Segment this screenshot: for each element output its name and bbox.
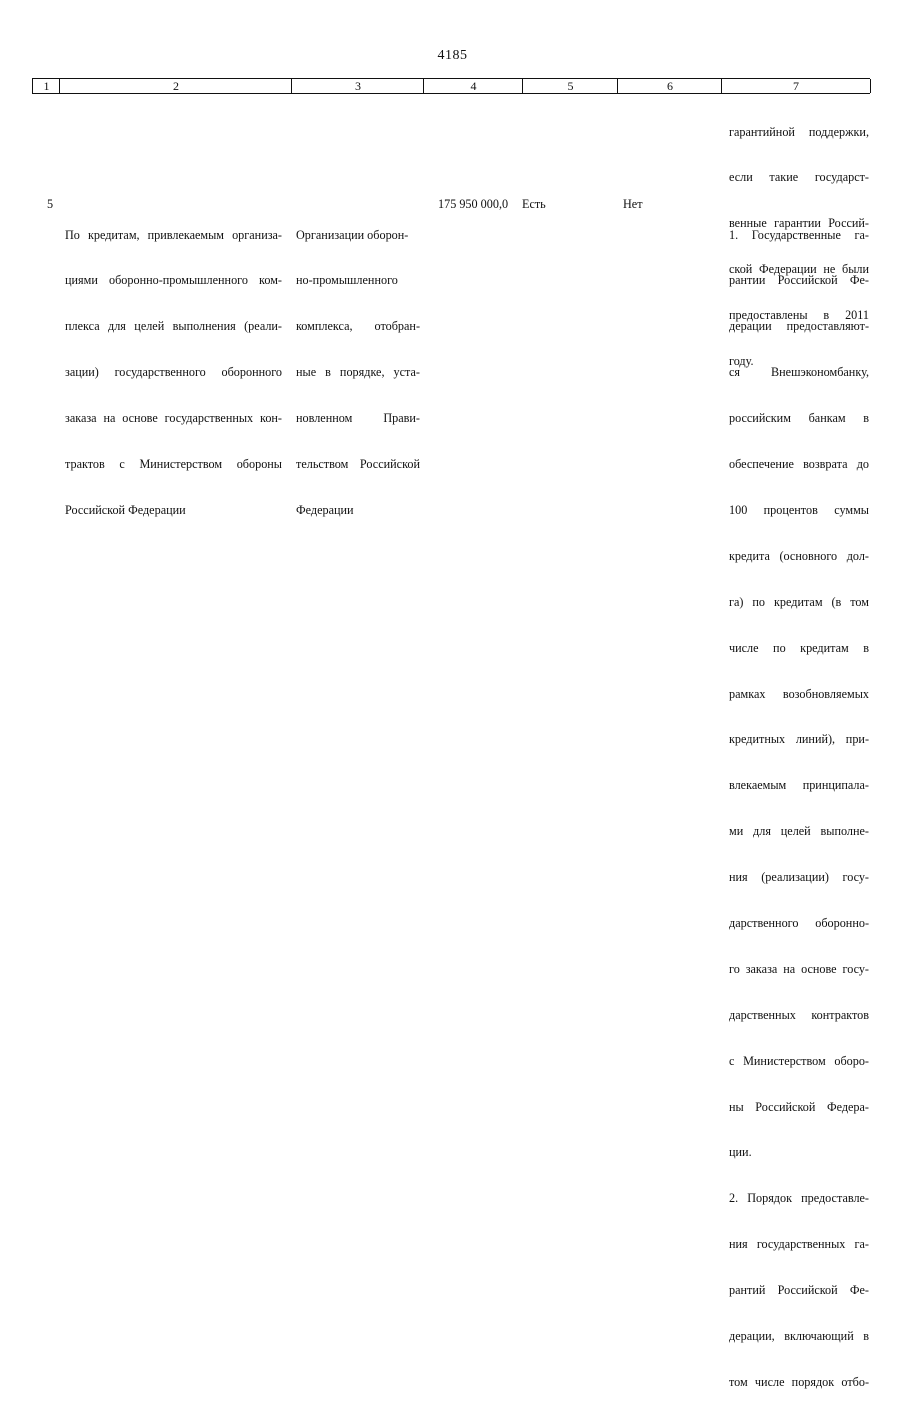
row5-col7-line: рамках возобновляемых xyxy=(729,686,869,701)
header-col-4: 4 xyxy=(423,79,523,93)
row5-col7-line: га) по кредитам (в том xyxy=(729,594,869,609)
row5-col3-line: тельством Российской xyxy=(296,457,420,472)
continuation-col7-line: венные гарантии Россий- xyxy=(729,216,869,231)
row5-col2-line: зации) государственного оборонного xyxy=(65,365,282,380)
row5-col7-line: ся Внешэкономбанку, xyxy=(729,365,869,380)
row5-col7-line: обеспечение возврата до xyxy=(729,457,869,472)
row5-col2-line: По кредитам, привлекаемым организа- xyxy=(65,227,282,242)
header-col-3: 3 xyxy=(291,79,424,93)
header-col-7: 7 xyxy=(721,79,871,93)
continuation-col7-line: если такие государст- xyxy=(729,170,869,185)
row5-col7-line: 100 процентов суммы xyxy=(729,502,869,517)
header-col-2: 2 xyxy=(59,79,292,93)
row5-col5-recourse: Есть xyxy=(522,197,546,211)
row5-col2-line: заказа на основе государственных кон- xyxy=(65,411,282,426)
row5-col3-line: новленном Прави- xyxy=(296,411,420,426)
row5-col3-line: ные в порядке, уста- xyxy=(296,365,420,380)
row5-col7-line: ции. xyxy=(729,1145,752,1160)
header-col-6: 6 xyxy=(617,79,722,93)
row5-col3-principals xyxy=(296,197,420,534)
table-header-row xyxy=(32,78,870,94)
row5-col2-line: циями оборонно-промышленного ком- xyxy=(65,273,282,288)
row5-col7-line: рантий Российской Фе- xyxy=(729,1283,869,1298)
row5-col7-line: дарственных контрактов xyxy=(729,1007,869,1022)
row5-col7-line: дерации, включающий в xyxy=(729,1328,869,1343)
continuation-col7-line: предоставлены в 2011 xyxy=(729,308,869,323)
page-number: 4185 xyxy=(437,48,468,63)
continuation-col7-line: гарантийной поддержки, xyxy=(729,124,869,139)
row5-col7-line: ния государственных га- xyxy=(729,1237,869,1252)
row5-col3-line: но-промышленного xyxy=(296,273,398,288)
row5-col7-line: том числе порядок отбо- xyxy=(729,1374,869,1389)
row5-number: 5 xyxy=(47,197,54,211)
row5-col7-line: кредита (основного дол- xyxy=(729,548,869,563)
row5-col6-collateral: Нет xyxy=(623,197,643,211)
row5-col7-line: 1. Государственные га- xyxy=(729,227,869,242)
row5-col7-line: 2. Порядок предоставле- xyxy=(729,1191,869,1206)
row5-col3-line: Организации оборон- xyxy=(296,227,409,242)
row5-col3-line: Федерации xyxy=(296,502,354,517)
row5-col3-line: комплекса, отобран- xyxy=(296,319,420,334)
row5-col7-line: влекаемым принципала- xyxy=(729,778,869,793)
row5-col2-description xyxy=(65,197,282,534)
row5-col4-amount: 175 950 000,0 xyxy=(438,197,509,211)
row5-col7-line: ния (реализации) госу- xyxy=(729,870,869,885)
row5-col7-line: дерации предоставляют- xyxy=(729,319,869,334)
header-col-1: 1 xyxy=(32,79,60,93)
row5-col7-line: ны Российской Федера- xyxy=(729,1099,869,1114)
row5-col7-line: го заказа на основе госу- xyxy=(729,961,869,976)
row5-col7-line: ми для целей выполне- xyxy=(729,824,869,839)
continuation-col7-line: году. xyxy=(729,354,754,369)
row5-col7-line: числе по кредитам в xyxy=(729,640,869,655)
row5-col2-line: Российской Федерации xyxy=(65,502,186,517)
row5-col7-conditions xyxy=(729,197,869,1405)
row5-col7-line: дарственного оборонно- xyxy=(729,915,869,930)
row5-col2-line: плекса для целей выполнения (реали- xyxy=(65,319,282,334)
row5-col2-line: трактов с Министерством обороны xyxy=(65,457,282,472)
row5-col7-line: кредитных линий), при- xyxy=(729,732,869,747)
continuation-col7-line: ской Федерации не были xyxy=(729,262,869,277)
row5-col7-line: с Министерством оборо- xyxy=(729,1053,869,1068)
header-col-5: 5 xyxy=(522,79,618,93)
row5-col7-line: российским банкам в xyxy=(729,411,869,426)
row5-col7-line: рантии Российской Фе- xyxy=(729,273,869,288)
